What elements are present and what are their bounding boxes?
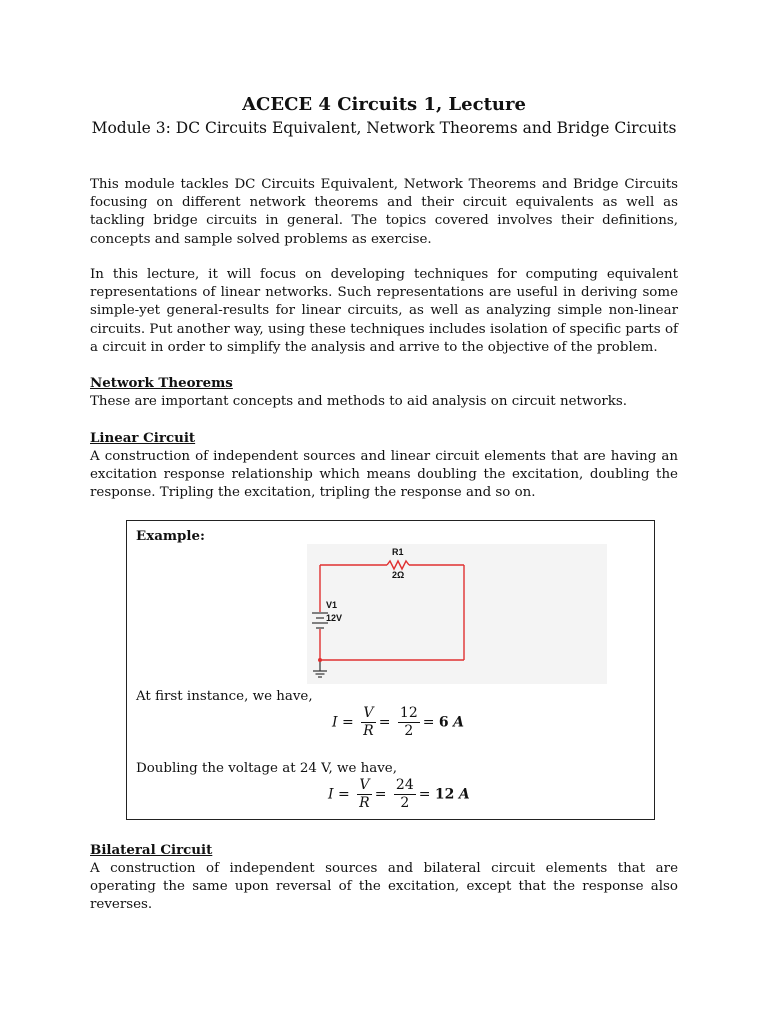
eq1-den: 2 xyxy=(404,723,414,739)
example-box xyxy=(126,520,655,820)
resistor-value: 2Ω xyxy=(392,570,405,580)
document-title: ACECE 4 Circuits 1, Lecture xyxy=(242,94,526,115)
eq2-den: 2 xyxy=(400,795,410,811)
equation-1: I = $\frac{V}{R}$ = $\frac{12}{2}$ = 6 A xyxy=(332,705,464,739)
eq2-lhs: I xyxy=(328,786,334,803)
document-subtitle: Module 3: DC Circuits Equivalent, Network Theorems and Bridge Circuits xyxy=(91,119,677,137)
eq1-unit: A xyxy=(453,714,464,731)
first-instance-text: At first instance, we have, xyxy=(136,689,313,704)
circuit-diagram xyxy=(307,544,607,684)
eq2-result: 12 xyxy=(434,786,455,803)
resistor-name: R1 xyxy=(392,547,404,557)
junction-dot xyxy=(318,658,322,662)
bilateral-circuit-body: A construction of independent sources and bilateral circuit elements that are operating the same upon reversal of the excitation, except that the response also reverses. xyxy=(90,861,678,913)
eq1-result: 6 xyxy=(438,714,449,731)
source-name: V1 xyxy=(326,600,338,610)
lecture-paragraph: In this lecture, it will focus on developing techniques for computing equivalent representations of linear networks. Such representations are useful in deriving some simple-yet general-results for linear circuits, as well as analyzing simple non-linear circuits. Put another way, using these techniques includes isolation of specific parts of a circuit in order to simplify the analysis and arrive to the objective of the problem. xyxy=(90,267,678,355)
eq2-r: R xyxy=(359,795,370,811)
example-label: Example: xyxy=(136,528,205,544)
linear-circuit-heading: Linear Circuit xyxy=(90,430,196,446)
eq2-num: 24 xyxy=(395,777,414,793)
equation-2: I = $\frac{V}{R}$ = $\frac{24}{2}$ = 12 A xyxy=(328,777,470,811)
linear-circuit-body: A construction of independent sources and linear circuit elements that are having an excitation response relationship which means doubling the excitation, doubling the response. Tripling the excitation, tripling the response and so on. xyxy=(90,449,678,501)
bilateral-circuit-heading: Bilateral Circuit xyxy=(90,842,213,858)
doubling-text: Doubling the voltage at 24 V, we have, xyxy=(136,761,397,776)
eq1-v: V xyxy=(361,705,376,723)
network-theorems-body: These are important concepts and methods to aid analysis on circuit networks. xyxy=(90,394,628,409)
eq2-unit: A xyxy=(458,786,470,803)
eq1-lhs: I xyxy=(332,714,338,731)
eq2-v: V xyxy=(357,777,372,795)
network-theorems-heading: Network Theorems xyxy=(90,375,233,391)
eq1-r: R xyxy=(363,723,374,739)
eq1-num: 12 xyxy=(399,705,418,721)
intro-paragraph: This module tackles DC Circuits Equivalent, Network Theorems and Bridge Circuits focusing on different network theorems and their circuit equivalents as well as tackling bridge circuits in general. The topics covered involves their definitions, concepts and sample solved problems as exercise. xyxy=(90,177,678,247)
source-value: 12V xyxy=(326,613,343,623)
